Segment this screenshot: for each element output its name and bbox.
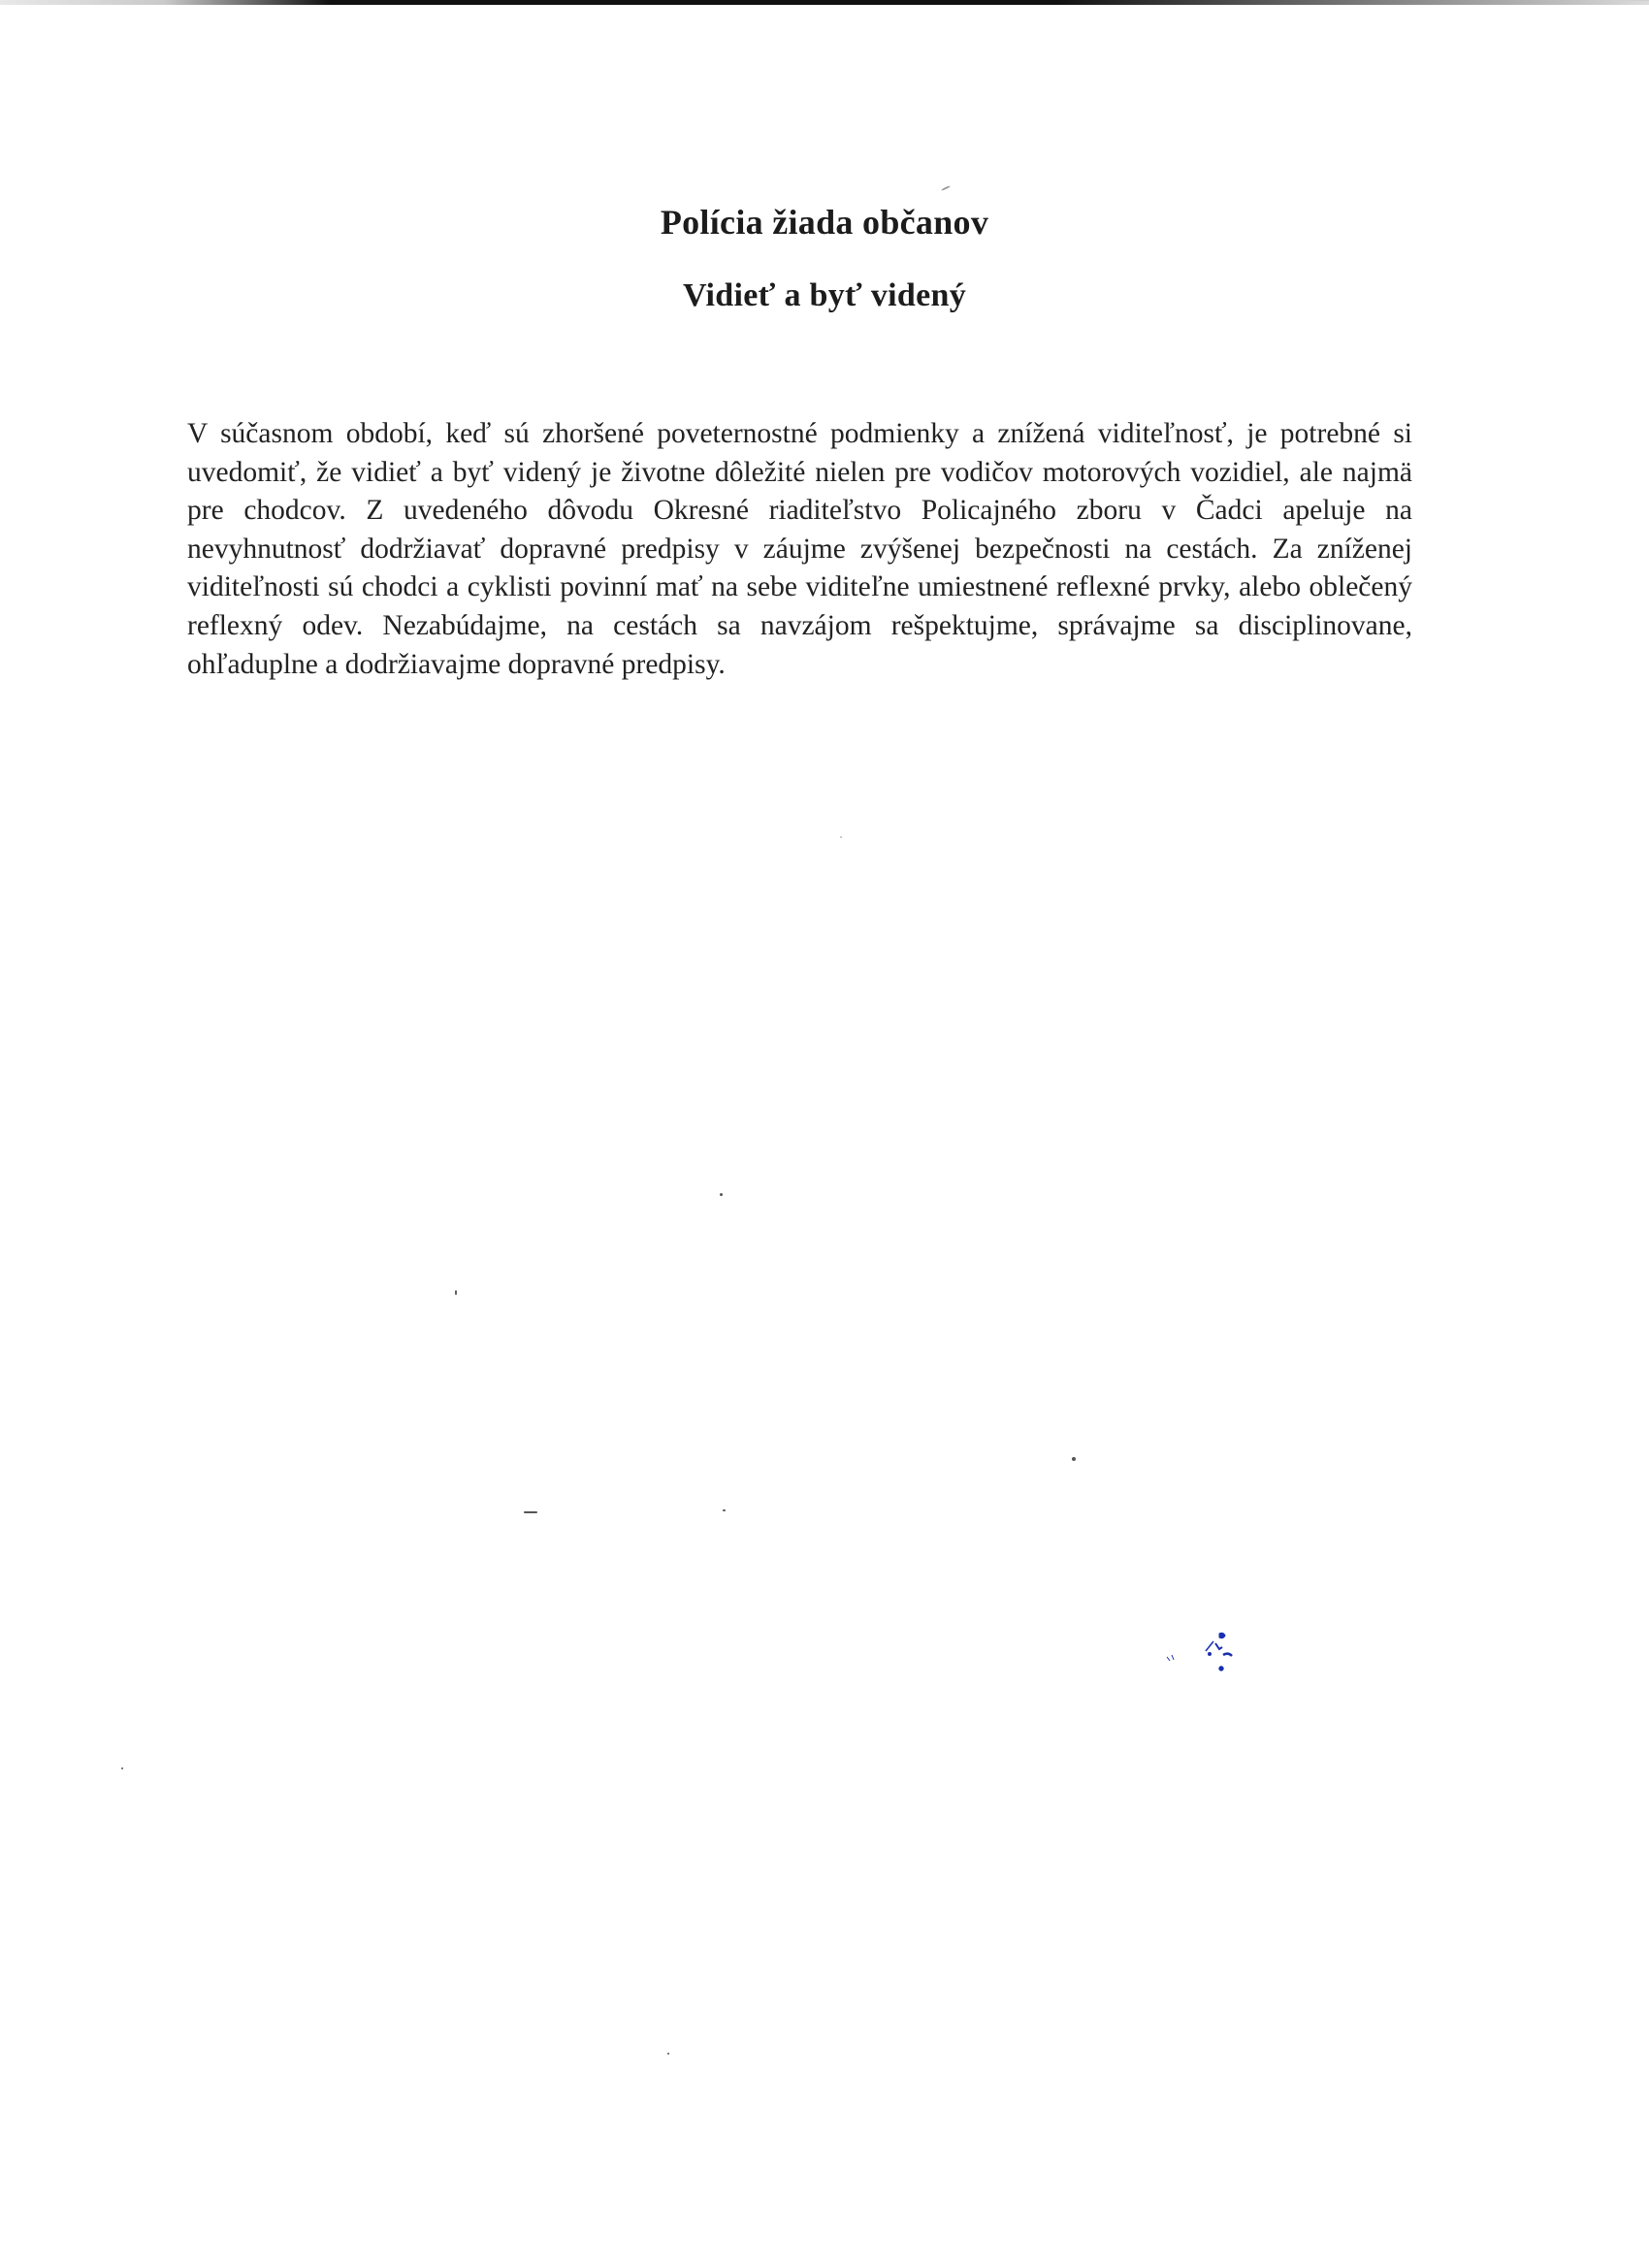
scan-speck — [941, 185, 951, 191]
scan-speck — [524, 1511, 537, 1513]
document-title: Polícia žiada občanov — [660, 203, 989, 242]
document-subtitle: Vidieť a byť videný — [682, 277, 967, 313]
scan-speck — [121, 1767, 123, 1769]
document-paragraph: V súčasnom období, keď sú zhoršené poveternostné podmienky a znížená viditeľnosť, je potrebné si uvedomiť, že vidieť a byť videný je životne dôležité nielen pre vodičov motorových vozidiel, ale najmä pre chodcov. Z uvedeného dôvodu Okresné riaditeľstvo Policajného zboru v Čadci apeluje na nevyhnutnosť dodržiavať dopravné predpisy v záujme zvýšenej bezpečnosti na cestách. Za zníženej viditeľnosti sú chodci a cyklisti povinní mať na sebe viditeľne umiestnené reflexné prvky, alebo oblečený reflexný odev. Nezabúdajme, na cestách sa navzájom rešpektujme, správajme sa disciplinovane, ohľaduplne a dodržiavajme dopravné predpisy. — [187, 418, 1412, 680]
ink-stamp-mark — [1159, 1622, 1246, 1700]
scan-speck — [667, 2053, 669, 2055]
scan-speck — [720, 1193, 723, 1196]
scan-speck — [455, 1290, 457, 1295]
scan-speck — [1072, 1457, 1076, 1461]
scan-speck — [723, 1509, 726, 1511]
scan-speck — [840, 836, 842, 838]
